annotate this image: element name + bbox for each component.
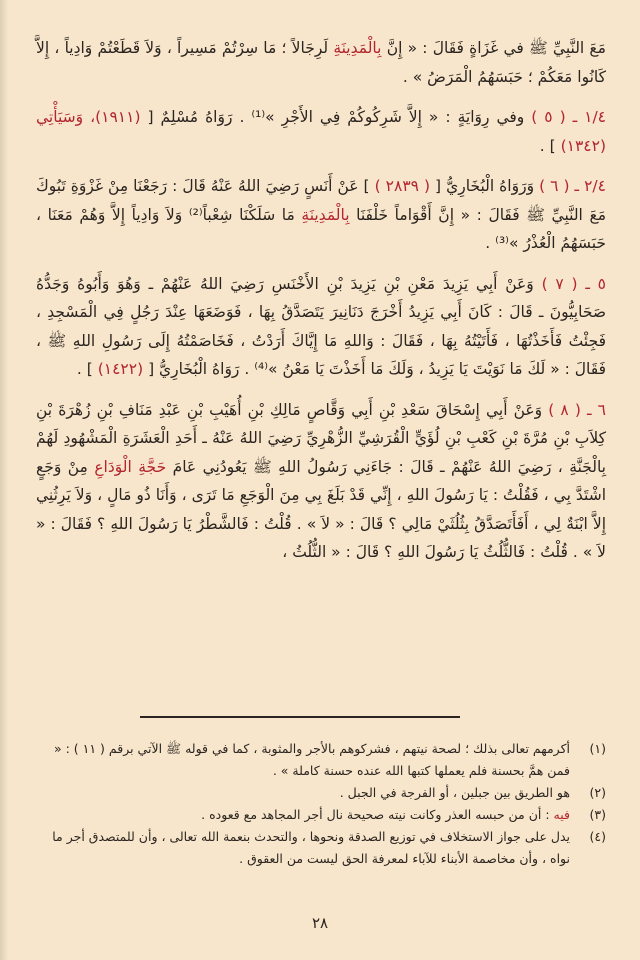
footnote-text [36,826,570,870]
highlighted-text: فيه [553,807,570,822]
text-run: وَعَنْ أَبِي يَزِيدَ مَعْنِ بْنِ يَزِيدَ بْنِ الأَخْنَسِ رَضِيَ اللهُ عَنْهُمْ ـ وَهُوَ وَأَبُوهُ وَجَدُّهُ صَحَابِيُّونَ ـ قَالَ : كَانَ أَبِي يَزِيدُ أَخْرَجَ دَنَانِيرَ يَتَصَدَّقُ بِهَا ، فَوَضَعَهَا عِنْدَ رَجُلٍ فِي الْمَسْجِدِ ، فَجِئْتُ فَأَخَذْتُهَا ، فَأَتَيْتُهُ بِهَا ، فَقَالَ : وَاللهِ مَا إِيَّاكَ أَرَدْتُ ، فَخَاصَمْتُهُ إِلَى رَسُولِ اللهِ ﷺ ، فَقَالَ : « لَكَ مَا نَوَيْتَ يَا يَزِيدُ ، وَلَكَ مَا أَخَذْتَ يَا مَعْنُ »⁽⁴⁾ . رَوَاهُ الْبُخَارِيُّ [ [36,274,606,378]
highlighted-text: (١٤٢٢) [97,360,144,378]
page-number: ٢٨ [311,914,329,932]
highlighted-text: ١/٤ ـ ( ٥ ) [531,108,606,126]
footnote-text [36,738,570,782]
text-run: ] . [76,360,98,378]
page-edge-shadow [0,0,8,960]
paragraph-hadith-4-2 [36,172,606,258]
paragraph-hadith-4-1 [36,103,606,160]
text-run: أكرمهم تعالى بذلك ؛ لصحة نيتهم ، فشركوهم بالأجر والمثوبة ، كما في قوله ﷺ الآتي برقم ( ١١ ) : « فمن همَّ بحسنة فلم يعملها كتبها الله عنده حسنة كاملة » . [53,741,570,778]
highlighted-text: ٦ ـ ( ٨ ) [548,400,606,419]
highlighted-text: ( ٢٨٣٩ ) [374,177,431,195]
main-text [36,34,606,579]
text-run: مَعَ النَّبِيِّ ﷺ في غَزَاةٍ فَقَالَ : « إِنَّ [381,39,606,57]
footnote-text [36,804,570,826]
highlighted-text: بِالْمَدِينَةِ [301,205,350,224]
text-run: لَرِجَالاً ؛ مَا سِرْتُمْ مَسِيراً ، وَلاَ قَطَعْتُمْ وَادِياً ، إِلاَّ كَانُوا مَعَكُمْ ؛ حَبَسَهُمُ الْمَرَضُ » . [36,39,606,86]
highlighted-text: حَجَّةِ الْوَدَاعِ [94,457,167,476]
highlighted-text: (١٩١١)، وَسَيَأْتِي (١٣٤٢) [36,108,606,155]
text-run: وفي رِوَايَةٍ : « إِلاَّ شَرِكُوكُمْ فِي الأَجْرِ »⁽¹⁾ . رَوَاهُ مُسْلِمٌ [ [140,108,532,126]
text-run: يدل على جواز الاستخلاف في توزيع الصدقة ونحوها ، والتحدث بنعمة الله تعالى ، وأن للمتصدق أجر ما نواه ، وأن مخاصمة الأبناء للآباء لمعرفة الحق ليست من العقوق . [52,829,570,866]
text-run: : أن من حبسه العذر وكانت نيته صحيحة نال أجر المجاهد مع قعوده . [201,807,554,822]
footnote-text [36,782,570,804]
text-run: وَرَوَاهُ الْبُخَارِيُّ [ [430,177,540,195]
footnote-divider [140,716,460,718]
footnote-4 [36,826,606,870]
text-run: مَا سَلَكْنَا شِعْباً⁽²⁾ وَلاَ وَادِياً إِلاَّ وَهُمْ مَعَنَا ، حَبَسَهُمُ الْعُذْرُ »⁽³⁾ . [36,205,606,252]
footnote-number: (٢) [589,785,606,800]
text-run: ] . [539,136,561,155]
footnote-1 [36,738,606,782]
footnote-number: (١) [589,741,606,756]
footnotes [36,738,606,870]
text-run: وَعَنْ أَبِي إِسْحَاقَ سَعْدِ بْنِ أَبِي وَقَّاصٍ مَالِكِ بْنِ أُهَيْبِ بْنِ عَبْدِ مَنَافِ بْنِ زُهْرَةَ بْنِ كِلاَبِ بْنِ مُرَّةَ بْنِ كَعْبِ بْنِ لُؤَيٍّ الْقُرَشِيِّ الزُّهْرِيِّ رَضِيَ اللهُ عَنْهُ ـ أَحَدِ الْعَشَرَةِ الْمَشْهُودِ لَهُمْ بِالْجَنَّةِ ، رَضِيَ اللهُ عَنْهُمْ ـ قَالَ : جَاءَنِي رَسُولُ اللهِ ﷺ يَعُودُنِي عَامَ [36,400,606,476]
paragraph-1 [36,34,606,91]
highlighted-text: بِالْمَدِينَةِ [333,39,382,57]
highlighted-text: ٥ ـ ( ٧ ) [541,274,606,293]
footnote-number: (٤) [589,829,606,844]
text-run: ] عَنْ أَنَسٍ رَضِيَ اللهُ عَنْهُ قَالَ : رَجَعْنَا مِنْ غَزْوَةِ تَبُوكَ مَعَ النَّبِيِّ ﷺ فَقَالَ : « إِنَّ أَقْوَاماً خَلْفَنَا [36,177,606,224]
footnote-3 [36,804,606,826]
highlighted-text: ٢/٤ ـ ( ٦ ) [539,177,606,195]
paragraph-hadith-6 [36,396,606,567]
text-run: هو الطريق بين جبلين ، أو الفرجة في الجبل . [339,785,570,800]
paragraph-hadith-5 [36,270,606,384]
footnote-2 [36,782,606,804]
text-run: مِنْ وَجَعٍ اشْتَدَّ بِي ، فَقُلْتُ : يَا رَسُولَ اللهِ ، إِنِّي قَدْ بَلَغَ بِي مِنَ الْوَجَعِ مَا تَرَى ، وَأَنَا ذُو مَالٍ ، وَلاَ يَرِثُنِي إِلاَّ ابْنَةٌ لِي ، أَفَأَتَصَدَّقُ بِثُلُثَيْ مَالِي ؟ قَالَ : « لاَ » . قُلْتُ : فَالشَّطْرُ يَا رَسُولَ اللهِ ؟ فَقَالَ : « لاَ » . قُلْتُ : فَالثُّلُثُ يَا رَسُولَ اللهِ ؟ قَالَ : « الثُّلُثُ ، [36,457,606,561]
footnote-number: (٣) [589,807,606,822]
